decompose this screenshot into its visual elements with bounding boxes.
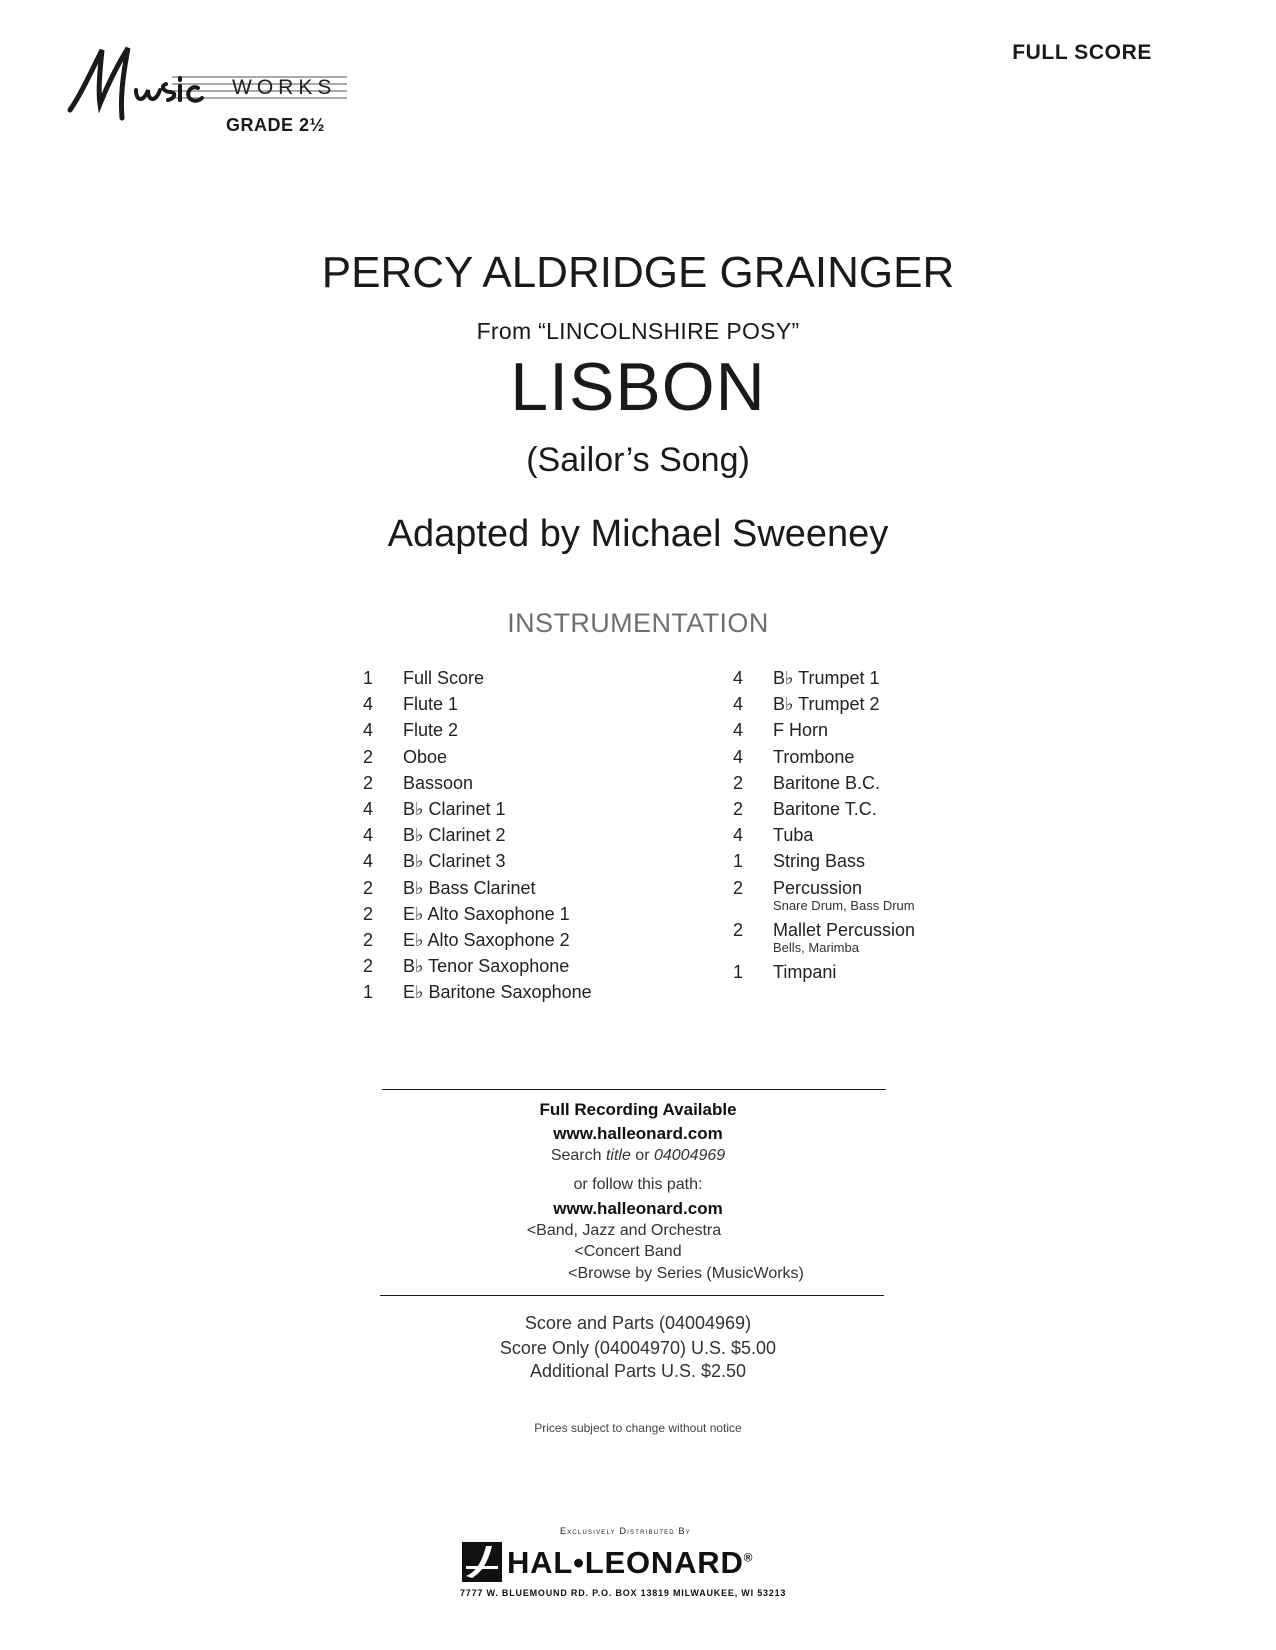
publisher-footer <box>450 1526 830 1606</box>
search-prefix: Search <box>550 1147 606 1164</box>
instrument-quantity: 4 <box>362 851 373 872</box>
divider-top <box>382 1089 886 1090</box>
source-work: From “LINCOLNSHIRE POSY” <box>476 318 800 344</box>
instrument-name: Flute 2 <box>403 720 459 741</box>
instrument-name: B♭ Clarinet 3 <box>403 851 506 872</box>
instrument-name: B♭ Clarinet 1 <box>403 798 506 819</box>
recording-url-link[interactable]: www.halleonard.com <box>553 1124 723 1143</box>
piece-subtitle: (Sailor’s Song) <box>526 441 750 479</box>
instrument-quantity: 4 <box>362 694 373 715</box>
instrument-name: B♭ Trumpet 2 <box>773 694 880 715</box>
instrument-name: Bassoon <box>403 772 474 793</box>
instrument-quantity: 2 <box>732 919 743 940</box>
instrument-quantity: 2 <box>362 903 373 924</box>
instrument-quantity: 1 <box>362 668 373 688</box>
instrument-quantity: 2 <box>732 798 743 819</box>
instrument-quantity: 4 <box>732 746 743 767</box>
instrument-quantity: 4 <box>362 798 373 819</box>
grade-label: GRADE 2½ <box>226 115 326 135</box>
instrument-quantity: 4 <box>732 825 743 846</box>
instrument-quantity: 4 <box>362 825 373 846</box>
instrument-quantity: 4 <box>732 668 743 688</box>
instrument-quantity: 2 <box>362 929 373 950</box>
instrument-name: Baritone B.C. <box>773 772 881 793</box>
registered-mark: ® <box>743 1550 754 1565</box>
publisher-brand: HAL•LEONARD <box>507 1545 744 1580</box>
instrument-name: F Horn <box>773 720 829 741</box>
instrument-quantity: 4 <box>732 694 743 715</box>
instrument-quantity: 2 <box>362 772 373 793</box>
path-step-1: <Band, Jazz and Orchestra <box>526 1222 722 1239</box>
instrument-quantity: 2 <box>732 877 743 898</box>
instrument-quantity: 1 <box>732 961 743 982</box>
instrument-quantity: 2 <box>362 746 373 767</box>
instrument-name: Percussion <box>773 877 863 898</box>
price-line-score-parts: Score and Parts (04004969) <box>524 1313 752 1333</box>
instrument-quantity: 2 <box>362 877 373 898</box>
musicworks-logo <box>62 44 362 134</box>
instrument-quantity: 1 <box>732 851 743 872</box>
instrument-note: Snare Drum, Bass Drum <box>773 897 915 913</box>
instrument-name: Oboe <box>403 746 448 767</box>
search-or: or <box>630 1147 654 1164</box>
price-line-score-only: Score Only (04004970) U.S. $5.00 <box>499 1338 777 1358</box>
divider-bottom <box>380 1295 884 1296</box>
price-disclaimer: Prices subject to change without notice <box>534 1421 742 1435</box>
full-score-label: FULL SCORE <box>1012 41 1152 64</box>
instrument-name: E♭ Alto Saxophone 2 <box>403 929 570 950</box>
distributed-by-text: Exclusively Distributed By <box>560 1526 691 1536</box>
instrument-quantity: 2 <box>362 956 373 977</box>
arranger-credit: Adapted by Michael Sweeney <box>387 513 889 555</box>
search-code: 04004969 <box>653 1147 726 1164</box>
path-url-link[interactable]: www.halleonard.com <box>553 1199 723 1218</box>
follow-path-text: or follow this path: <box>573 1176 703 1193</box>
search-title-word: title <box>605 1147 631 1164</box>
instrument-name: B♭ Tenor Saxophone <box>403 956 570 977</box>
instrument-name: Timpani <box>773 961 837 982</box>
instrument-note: Bells, Marimba <box>773 939 859 955</box>
instrument-name: B♭ Clarinet 2 <box>403 825 506 846</box>
instrument-name: String Bass <box>773 851 866 872</box>
instrument-name: B♭ Trumpet 1 <box>773 668 880 688</box>
path-step-3: <Browse by Series (MusicWorks) <box>568 1265 804 1282</box>
path-step-2: <Concert Band <box>574 1243 682 1260</box>
instrument-name: Full Score <box>403 668 485 688</box>
recording-heading: Full Recording Available <box>539 1100 737 1119</box>
instrument-name: Trombone <box>773 746 855 767</box>
publisher-name <box>507 1545 753 1581</box>
logo-works-text: WORKS <box>232 76 337 99</box>
composer-name: PERCY ALDRIDGE GRAINGER <box>321 248 955 297</box>
instrument-name: Flute 1 <box>403 694 459 715</box>
instrument-quantity: 1 <box>362 982 373 1003</box>
instrument-name: Mallet Percussion <box>773 919 916 940</box>
price-line-additional-parts: Additional Parts U.S. $2.50 <box>529 1361 747 1381</box>
publisher-address: 7777 W. BLUEMOUND RD. P.O. BOX 13819 MILWAUKEE, WI 53213 <box>460 1588 787 1598</box>
hal-leonard-logo-icon <box>462 1542 502 1582</box>
instrument-name: Tuba <box>773 825 814 846</box>
instrument-quantity: 2 <box>732 772 743 793</box>
piece-title: LISBON <box>510 349 766 425</box>
instrument-name: E♭ Baritone Saxophone <box>403 982 592 1003</box>
instrument-quantity: 4 <box>362 720 373 741</box>
instrumentation-heading: INSTRUMENTATION <box>507 608 769 638</box>
instrument-name: E♭ Alto Saxophone 1 <box>403 903 570 924</box>
search-instruction <box>0 1147 1276 1165</box>
instrument-name: Baritone T.C. <box>773 798 877 819</box>
instrument-name: B♭ Bass Clarinet <box>403 877 536 898</box>
instrument-quantity: 4 <box>732 720 743 741</box>
